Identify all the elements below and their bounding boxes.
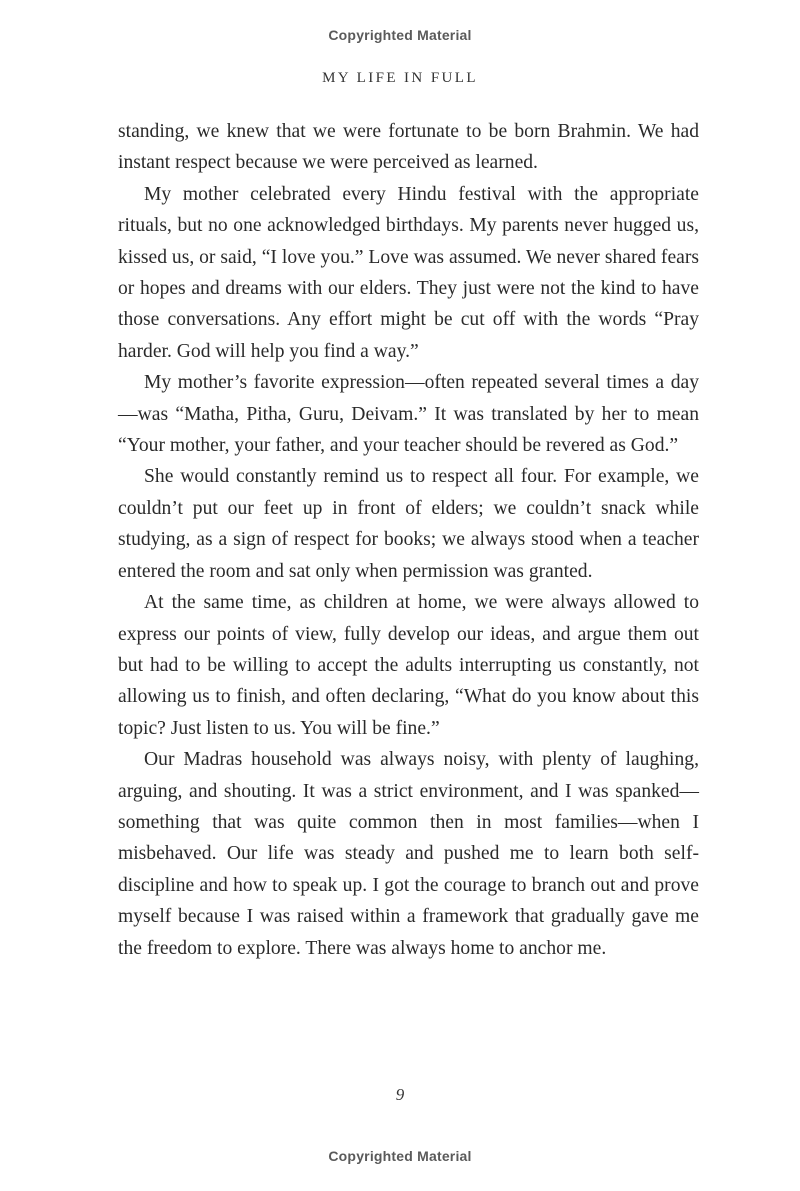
copyright-watermark-bottom: Copyrighted Material (328, 1148, 472, 1164)
paragraph: Our Madras household was always noisy, with plenty of laughing, arguing, and shouting. It was a strict environment, and I was spanked—something that was quite common then in most families—when I misbehaved. Our life was steady and pushed me to learn both self-discipline and how to speak up. I got the courage to branch out and prove myself because I was raised within a framework that gradually gave me the freedom to explore. There was always home to anchor me. (118, 749, 699, 959)
paragraph: At the same time, as children at home, we were always allowed to express our points of view, fully develop our ideas, and argue them out but had to be willing to accept the adults interrupting us constantly, not allowing us to finish, and often declaring, “What do you know about this topic? Just listen to us. You will be fine.” (118, 592, 699, 739)
running-head: MY LIFE IN FULL (322, 70, 478, 86)
paragraph: standing, we knew that we were fortunate to be born Brahmin. We had instant respect because we were perceived as learned. (118, 121, 699, 174)
page-number: 9 (395, 1085, 405, 1104)
body-text (118, 116, 699, 964)
paragraph: My mother’s favorite expression—often repeated several times a day—was “Matha, Pitha, Guru, Deivam.” It was translated by her to mean “Your mother, your father, and your teacher should be revered as God.” (118, 372, 699, 457)
copyright-watermark-top: Copyrighted Material (328, 27, 472, 43)
paragraph: My mother celebrated every Hindu festival with the appropriate rituals, but no one acknowledged birthdays. My parents never hugged us, kissed us, or said, “I love you.” Love was assumed. We never shared fears or hopes and dreams with our elders. They just were not the kind to have those conversations. Any effort might be cut off with the words “Pray harder. God will help you find a way.” (118, 183, 699, 362)
paragraph: She would constantly remind us to respect all four. For example, we couldn’t put our feet up in front of elders; we couldn’t snack while studying, as a sign of respect for books; we always stood when a teacher entered the room and sat only when permission was granted. (118, 466, 699, 582)
